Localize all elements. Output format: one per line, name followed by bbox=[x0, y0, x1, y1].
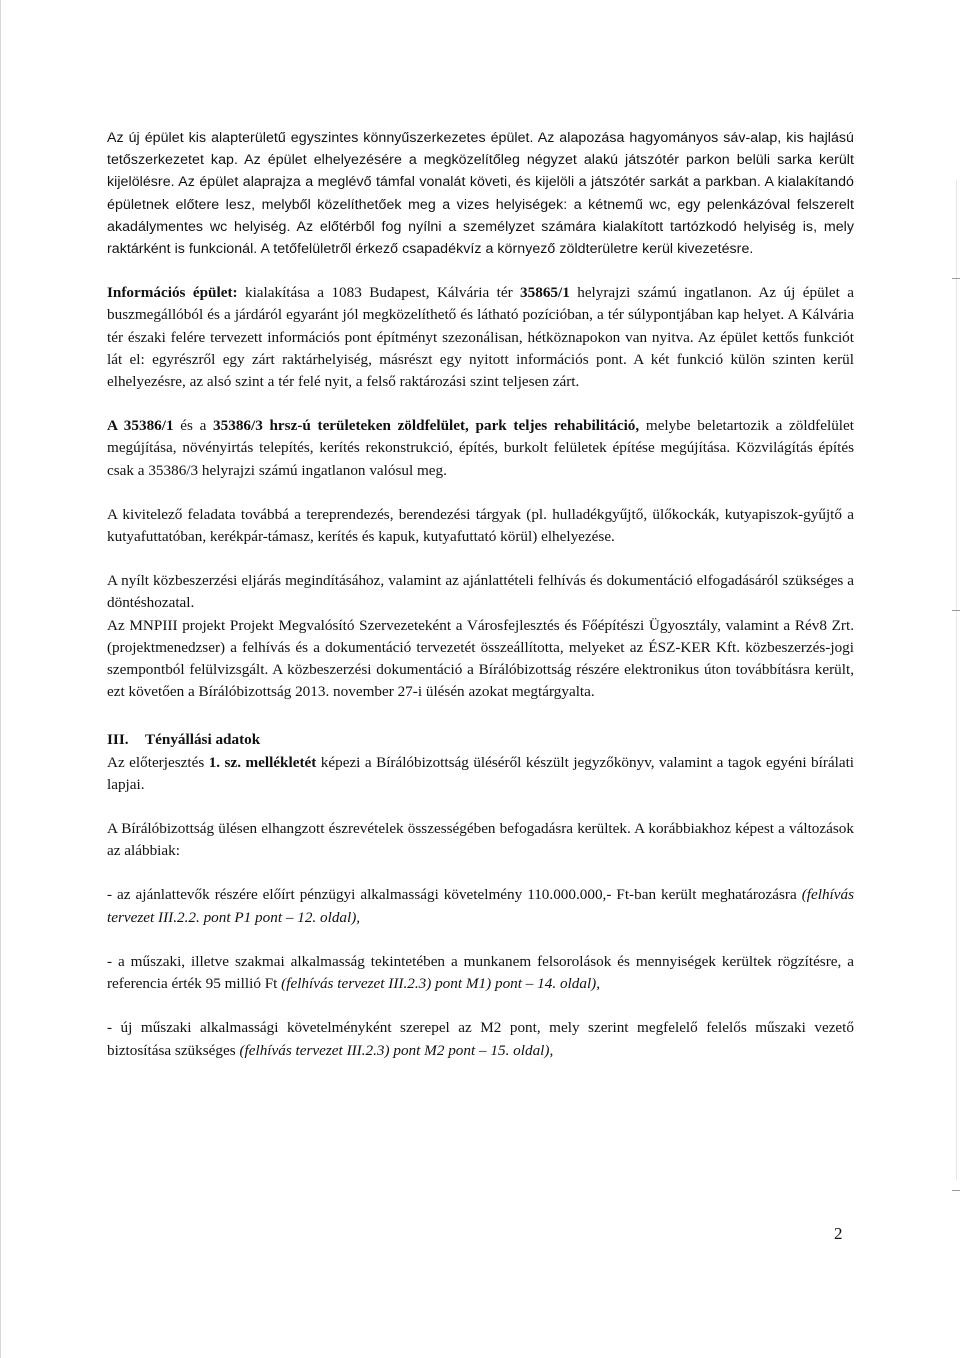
rehab-text: és a bbox=[173, 417, 214, 435]
change-text: - az ajánlattevők részére előírt pénzügyi alkalmassági követelmény 110.000.000,- Ft-ban került meghatározásra bbox=[107, 886, 802, 904]
section-intro-paragraph bbox=[107, 752, 854, 796]
change-item bbox=[107, 1017, 854, 1061]
procurement-paragraph: Az MNPIII projekt Projekt Megvalósító Szervezeteként a Városfejlesztés és Főépítészi Ügyosztály, valamint a Rév8 Zrt. (projektmenedzser) a felhívás és a dokumentáció tervezetét összeállította, melyeket az ÉSZ-KER Kft. közbeszerzés-jogi szempontból felülvizsgált. A közbeszerzési dokumentáció a Bírálóbizottság részére elektronikus úton továbbításra került, ezt követően a Bírálóbizottság 2013. november 27-i ülésén azokat megtárgyalta. bbox=[107, 616, 854, 701]
info-building-paragraph bbox=[107, 282, 854, 393]
section-title: Tényállási adatok bbox=[145, 731, 261, 749]
change-reference: (felhívás tervezet III.2.2. pont P1 pont – 12. oldal), bbox=[107, 886, 854, 926]
intro-sentence: Az épület elhelyezésére a megközelítőleg négyzet alakú játszótér parkon belüli sarka került kijelölésre. bbox=[107, 152, 854, 191]
contractor-paragraph: A kivitelező feladata továbbá a tereprendezés, berendezési tárgyak (pl. hulladékgyűjtő, ülőkockák, kutyapiszok-gyűjtő a kutyafuttatóban, kerékpár-támasz, kerítés és kapuk, kutyafuttató körül) elhelyezése. bbox=[107, 505, 854, 546]
document-body bbox=[107, 127, 854, 1062]
margin-tick bbox=[952, 610, 960, 611]
info-text: helyrajzi számú ingatlanon. bbox=[569, 284, 752, 302]
scan-edge-left bbox=[0, 0, 1, 1358]
intro-sentence: A kialakítandó épületnek előtere lesz, melyből közelíthetőek meg a vizes helyiségek: a kétnemű wc, egy pelenkázóval felszerelt akadálymentes wc helyiség. bbox=[107, 174, 854, 235]
rehab-bold: A 35386/1 bbox=[107, 417, 174, 435]
change-item bbox=[107, 951, 854, 995]
change-text: - új műszaki alkalmassági követelményként szerepel az M2 pont, mely szerint megfelelő felelős műszaki vezető biztosítása szükséges bbox=[107, 1019, 854, 1059]
remarks-paragraph: A Bírálóbizottság ülésen elhangzott észrevételek összességében befogadásra kerültek. A korábbiakhoz képest a változások az alábbiak: bbox=[107, 820, 854, 860]
change-text: - a műszaki, illetve szakmai alkalmasság tekintetében a munkanem felsorolások és mennyiségek kerültek rögzítésre, a referencia érték 95 millió Ft bbox=[107, 952, 854, 993]
intro-paragraph bbox=[107, 127, 854, 260]
scan-edge-right bbox=[956, 180, 957, 1180]
section-heading bbox=[107, 729, 854, 751]
info-description: Az új épület a buszmegállóból és a járdáról egyaránt jól megközelíthető és látható pozícióban, a tér súlypontjában kap helyet. A Kálvária tér északi felére tervezett információs pont építményt szezonálisan, hétköznapokon van nyitva. Az épület kettős funkciót lát el: egyrészről egy zárt raktárhelyiség, másrészt egy nyitott információs pont. A két funkció külön szinten kerül elhelyezésre, az alsó szint a tér felé nyit, a felső raktározási szint teljesen zárt. bbox=[107, 284, 854, 391]
margin-tick bbox=[952, 1190, 960, 1191]
procurement-paragraph: A nyílt közbeszerzési eljárás megindításához, valamint az ajánlattételi felhívás és dokumentáció elfogadásáról szükséges a döntéshozatal. bbox=[107, 572, 854, 612]
intro-sentence: Az épület alaprajza a meglévő támfal vonalát követi, és kijelöli a játszótér sarkát a parkban. bbox=[178, 174, 761, 191]
annex-number: 1. sz. bbox=[208, 753, 241, 771]
annex-label: mellékletét bbox=[245, 753, 317, 771]
intro-sentence: Az előtérből fog nyílni a személyzet számára kialakított tartózkodó helyiség is, mely raktárként is funkcionál. A tetőfelületről érkező csapadékvíz a környező zöldterületre kerül kivezetésre. bbox=[107, 218, 854, 258]
section-text: képezi a Bírálóbizottság üléséről készült jegyzőkönyv, valamint a tagok egyéni bírálati lapjai. bbox=[107, 753, 855, 793]
change-reference: (felhívás tervezet III.2.3) pont M2 pont – 15. oldal), bbox=[239, 1041, 554, 1059]
section-text: Az előterjesztés bbox=[107, 753, 209, 771]
rehab-bold: 35386/3 hrsz-ú területeken zöldfelület, park teljes rehabilitáció, bbox=[213, 417, 640, 435]
margin-tick bbox=[952, 278, 960, 279]
info-text: kialakítása a 1083 Budapest, Kálvária tér bbox=[237, 284, 521, 302]
rehab-paragraph bbox=[107, 415, 854, 482]
change-item bbox=[107, 884, 854, 928]
change-reference: (felhívás tervezet III.2.3) pont M1) pont – 14. oldal), bbox=[281, 975, 601, 993]
info-building-label: Információs épület: bbox=[107, 284, 238, 302]
info-hrsz: 35865/1 bbox=[520, 284, 570, 302]
page-number: 2 bbox=[834, 1224, 843, 1243]
section-number: III. bbox=[107, 731, 129, 749]
rehab-text: melybe beletartozik a zöldfelület megújítása, növényirtás telepítés, kerítés rekonstrukció, építés, burkolt felületek építése megújítása. Közvilágítás építés csak a 35386/3 helyrajzi számú ingatlanon valósul meg. bbox=[107, 417, 854, 479]
intro-sentence: Az új épület kis alapterületű egyszintes könnyűszerkezetes épület. Az alapozása hagyományos sáv-alap, kis hajlású tetőszerkezetet kap. bbox=[107, 130, 854, 169]
